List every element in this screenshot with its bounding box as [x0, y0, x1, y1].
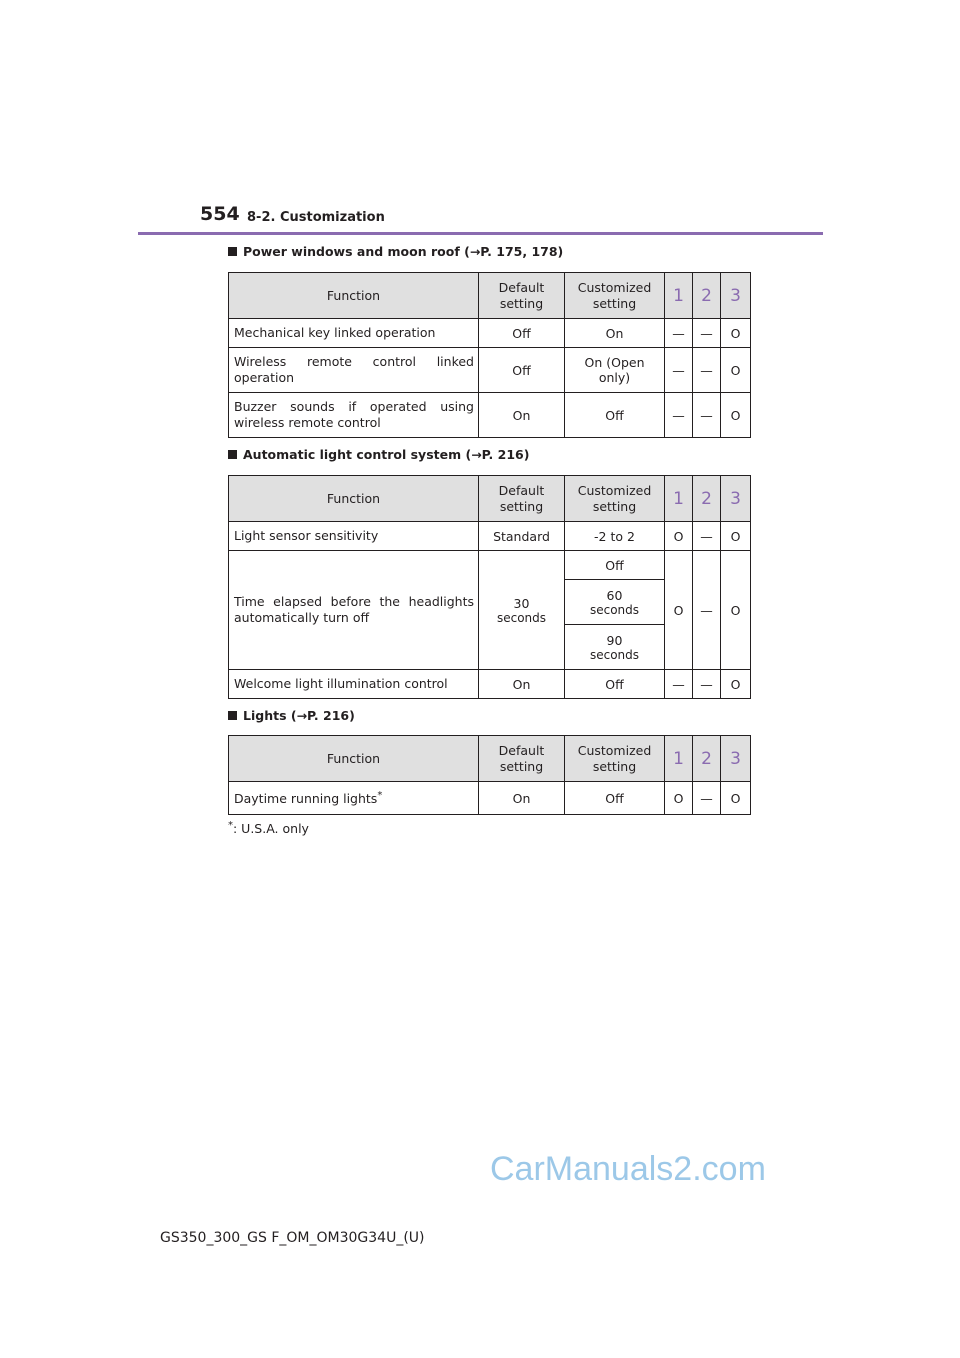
table-row — [229, 393, 751, 438]
cell-custom-option — [565, 625, 665, 670]
col-1: 1 — [665, 736, 693, 782]
cell-function: Welcome light illumination control — [229, 670, 479, 699]
cell-c3: O — [721, 319, 751, 348]
power-windows-table — [228, 272, 751, 438]
option-unit: seconds — [589, 647, 640, 662]
col-default: Default setting — [479, 476, 565, 522]
cell-function: Mechanical key linked operation — [229, 319, 479, 348]
col-3: 3 — [721, 476, 751, 522]
table-row — [229, 522, 751, 551]
col-function: Function — [229, 273, 479, 319]
cell-c1: O — [665, 782, 693, 815]
cell-default — [479, 551, 565, 670]
header-rule — [138, 232, 823, 235]
cell-c1: O — [665, 551, 693, 670]
col-function: Function — [229, 736, 479, 782]
footnote — [228, 820, 309, 836]
automatic-light-table — [228, 475, 751, 699]
cell-c2: — — [693, 670, 721, 699]
footer-document-code: GS350_300_GS F_OM_OM30G34U_(U) — [160, 1230, 425, 1246]
cell-function — [229, 782, 479, 815]
heading-text: Power windows and moon roof (→P. 175, 178) — [243, 244, 564, 259]
cell-custom: Off — [565, 393, 665, 438]
heading-text: Lights (→P. 216) — [243, 708, 355, 723]
col-function: Function — [229, 476, 479, 522]
cell-c2: — — [693, 348, 721, 393]
section-title: 8-2. Customization — [247, 210, 385, 225]
cell-c3: O — [721, 782, 751, 815]
cell-c1: — — [665, 670, 693, 699]
cell-custom: On — [565, 319, 665, 348]
cell-c3: O — [721, 393, 751, 438]
cell-c1: O — [665, 522, 693, 551]
default-value: 30 — [513, 595, 530, 611]
col-customized: Customized setting — [565, 476, 665, 522]
cell-custom-option: Off — [565, 551, 665, 580]
option-value: 60 — [606, 587, 623, 603]
heading-lights — [228, 708, 355, 723]
table-row — [229, 551, 751, 580]
table-row — [229, 319, 751, 348]
cell-default: On — [479, 670, 565, 699]
heading-power-windows — [228, 244, 563, 259]
page-number: 554 — [200, 203, 240, 225]
option-value: 90 — [606, 632, 623, 648]
square-bullet-icon — [228, 711, 237, 720]
cell-c3: O — [721, 348, 751, 393]
cell-c2: — — [693, 522, 721, 551]
col-1: 1 — [665, 273, 693, 319]
col-3: 3 — [721, 736, 751, 782]
cell-function: Wireless remote control linked operation — [229, 348, 479, 393]
lights-table — [228, 735, 751, 815]
cell-c2: — — [693, 393, 721, 438]
heading-automatic-light — [228, 447, 529, 462]
watermark: CarManuals2.com — [490, 1150, 766, 1188]
cell-c3: O — [721, 522, 751, 551]
cell-function: Time elapsed before the headlights automatically turn off — [229, 551, 479, 670]
cell-default: On — [479, 393, 565, 438]
function-text: Daytime running lights — [234, 791, 378, 807]
table-row — [229, 782, 751, 815]
footnote-marker: * — [377, 790, 383, 802]
cell-c3: O — [721, 670, 751, 699]
cell-default: Off — [479, 348, 565, 393]
cell-c3: O — [721, 551, 751, 670]
footnote-text: : U.S.A. only — [233, 821, 309, 837]
default-unit: seconds — [496, 610, 547, 625]
col-customized: Customized setting — [565, 273, 665, 319]
footnote-marker: * — [228, 820, 233, 831]
square-bullet-icon — [228, 247, 237, 256]
cell-default: On — [479, 782, 565, 815]
cell-default: Standard — [479, 522, 565, 551]
option-unit: seconds — [589, 602, 640, 617]
cell-c2: — — [693, 782, 721, 815]
cell-custom: Off — [565, 670, 665, 699]
cell-custom: Off — [565, 782, 665, 815]
cell-default: Off — [479, 319, 565, 348]
cell-custom: On (Open only) — [565, 348, 665, 393]
cell-c2: — — [693, 319, 721, 348]
square-bullet-icon — [228, 450, 237, 459]
heading-text: Automatic light control system (→P. 216) — [243, 447, 530, 462]
col-2: 2 — [693, 476, 721, 522]
col-2: 2 — [693, 273, 721, 319]
cell-c1: — — [665, 393, 693, 438]
cell-c1: — — [665, 319, 693, 348]
cell-function: Buzzer sounds if operated using wireless remote control — [229, 393, 479, 438]
table-row — [229, 348, 751, 393]
col-customized: Customized setting — [565, 736, 665, 782]
col-default: Default setting — [479, 736, 565, 782]
col-default: Default setting — [479, 273, 565, 319]
col-2: 2 — [693, 736, 721, 782]
cell-custom-option — [565, 580, 665, 625]
table-row — [229, 670, 751, 699]
cell-function: Light sensor sensitivity — [229, 522, 479, 551]
cell-c1: — — [665, 348, 693, 393]
cell-custom: -2 to 2 — [565, 522, 665, 551]
cell-c2: — — [693, 551, 721, 670]
col-1: 1 — [665, 476, 693, 522]
col-3: 3 — [721, 273, 751, 319]
